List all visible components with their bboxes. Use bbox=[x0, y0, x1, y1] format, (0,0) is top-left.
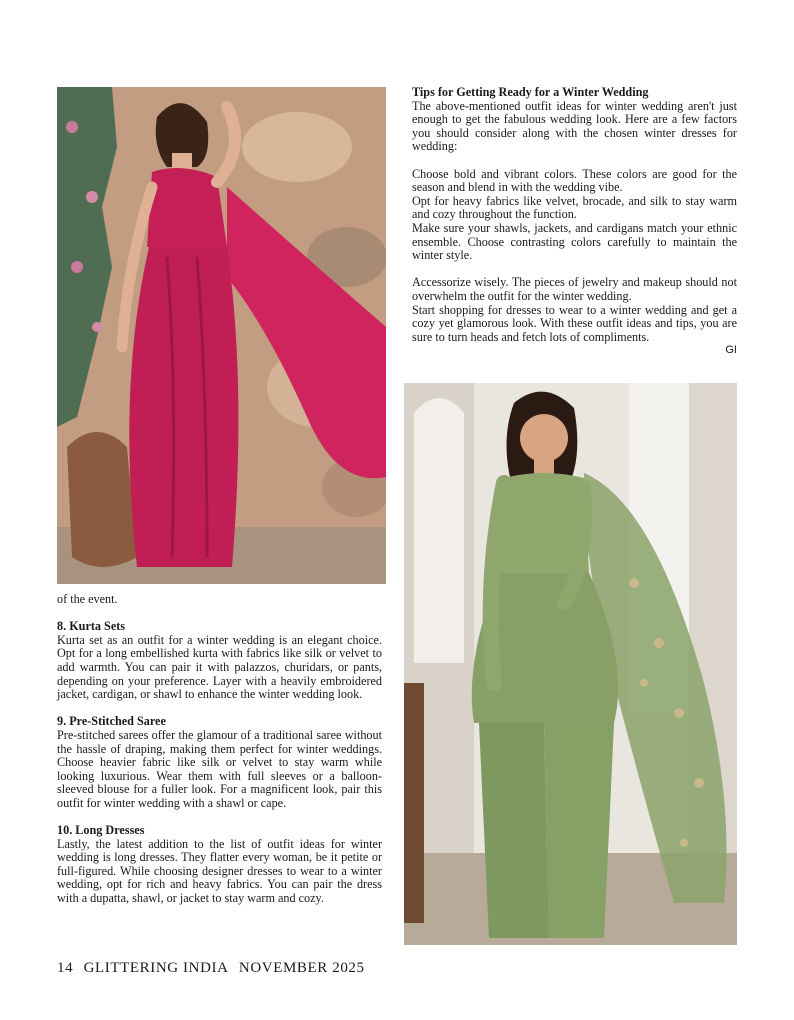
kurta-set-photo bbox=[404, 383, 737, 945]
tip-item: Opt for heavy fabrics like velvet, brocade, and silk to stay warm and cozy throughout the function. bbox=[412, 193, 737, 222]
tip-item: Make sure your shawls, jackets, and cardigans match your ethnic ensemble. Choose contrasting colors carefully to maintain the winter style. bbox=[412, 220, 737, 263]
left-text-column bbox=[57, 593, 382, 906]
section-body: Lastly, the latest addition to the list of outfit ideas for winter wedding is long dresses. They flatter every woman, be it petite or full-figured. While choosing designer dresses to wear to a winter wedding, opt for rich and heavy fabrics. You can pair the dress with a dupatta, shawl, or jacket to stay warm and cozy. bbox=[57, 836, 382, 906]
section-body: Kurta set as an outfit for a winter wedding is an elegant choice. Opt for a long embellished kurta with fabrics like silk or velvet to add warmth. You can pair it with palazzos, churidars, or pants, depending on your preference. Layer with a heavily embroidered jacket, cardigan, or shawl to enhance the winter wedding look. bbox=[57, 632, 382, 702]
page-footer bbox=[57, 960, 371, 977]
tips-intro: The above-mentioned outfit ideas for winter wedding aren't just enough to get the fabulous wedding look. Here are a few factors you should consider along with the chosen winter dresses for wedding: bbox=[412, 98, 737, 154]
author-signature: GI bbox=[725, 344, 737, 357]
page-number: 14 bbox=[57, 960, 74, 976]
tips-heading: Tips for Getting Ready for a Winter Wedding bbox=[412, 85, 649, 99]
issue-date: NOVEMBER 2025 bbox=[238, 960, 365, 976]
section-body: Pre-stitched sarees offer the glamour of a traditional saree without the hassle of draping, making them perfect for winter weddings. Choose heavier fabric like silk or velvet to stay warm while looking luxurious. Wear them with full sleeves or a balloon-sleeved blouse for a fuller look. For a magnificent look, pair this outfit for winter wedding with a shawl or cape. bbox=[57, 727, 382, 810]
section-heading: 9. Pre-Stitched Saree bbox=[57, 714, 166, 729]
continuation-text: of the event. bbox=[57, 592, 118, 606]
section-heading: 8. Kurta Sets bbox=[57, 619, 126, 634]
tip-item: Choose bold and vibrant colors. These colors are good for the season and blend in with the wedding vibe. bbox=[412, 166, 737, 195]
closing-paragraph: Start shopping for dresses to wear to a winter wedding and get a cozy yet glamorous look. With these outfit ideas and tips, you are sure to turn heads and fetch lots of compliments. bbox=[412, 302, 737, 344]
magazine-name: GLITTERING INDIA bbox=[83, 960, 229, 976]
right-text-column bbox=[412, 86, 737, 358]
saree-photo bbox=[57, 87, 386, 584]
section-heading: 10. Long Dresses bbox=[57, 823, 145, 838]
closing-paragraph: Accessorize wisely. The pieces of jewelry and makeup should not overwhelm the outfit for the winter wedding. bbox=[412, 275, 737, 303]
